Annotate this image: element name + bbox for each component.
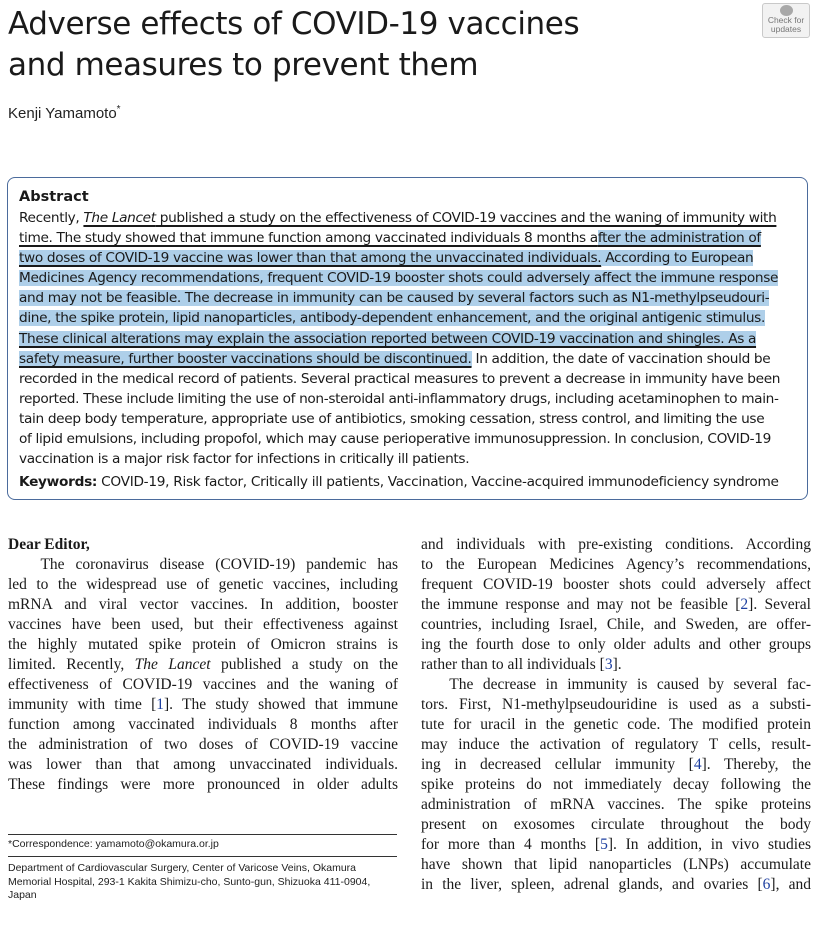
text-run: rather than to all individuals [ [421,656,605,673]
abstract-line [19,389,796,409]
body-line [421,715,811,735]
abstract-line [19,228,796,248]
text-run: may induce the activation of regulatory T cells, result- [421,736,811,753]
body-line [421,775,811,795]
text-run: time. The study showed that immune function among vaccinated individuals 8 months a [19,230,598,247]
text-run: vaccination is a major risk factor for infections in critically ill patients. [19,451,470,468]
title-line: and measures to prevent them [8,47,479,83]
body-line [8,635,398,655]
text-run: The Lancet [83,210,156,226]
abstract-body [19,208,796,469]
citation-link[interactable]: 1 [156,696,164,713]
text-run: spike proteins do not immediately decay following the [421,776,811,793]
text-run: Recently, [19,210,84,226]
body-line [421,555,811,575]
text-run: function among vaccinated individuals 8 months after [8,716,398,733]
body-line [421,875,811,895]
text-run: ing the fourth dose to only older adults and other groups [421,636,811,653]
body-line [421,695,811,715]
text-run: countries, including Israel, Chile, and Sweden, are offer- [421,616,811,633]
body-line [8,675,398,695]
badge-text-line2: updates [770,24,802,34]
text-run: Medicines Agency recommendations, frequent COVID-19 booster shots could adversely affect the immune response [19,270,779,287]
affiliation-line: Memorial Hospital, 293-1 Kakita Shimizu-cho, Sunto-gun, Shizuoka 411-0904, [8,875,371,888]
body-line [421,835,811,855]
text-run: have shown that lipid nanoparticles (LNPs) accumulate [421,856,811,873]
text-run: ], and [770,876,811,893]
body-line [8,735,398,755]
text-run: ]. Several [748,596,811,613]
body-line [421,535,811,555]
salutation [8,535,398,555]
citation-link[interactable]: 4 [693,756,702,773]
text-run: and individuals with pre-existing conditions. According [421,536,811,553]
abstract-line [19,449,796,469]
badge-text-line1: Check for [767,15,805,25]
body-line [8,575,398,595]
text-run: ]. In addition, in vivo studies [607,836,811,853]
text-run: to the European Medicines Agency’s recommendations, [421,556,811,573]
citation-link[interactable]: 2 [740,596,749,613]
text-run: According to European [601,250,754,267]
text-run: recorded in the medical record of patients. Several practical measures to prevent a decrease in immunity have been [19,370,781,387]
abstract-line [19,369,796,389]
body-column-left [8,535,398,795]
body-line [8,615,398,635]
body-line [421,655,811,675]
body-line [421,595,811,615]
affiliation-line: Department of Cardiovascular Surgery, Center of Varicose Veins, Okamura [8,862,357,874]
abstract-box [7,177,808,500]
title-line: Adverse effects of COVID-19 vaccines [8,6,580,42]
citation-link[interactable]: 5 [600,836,608,853]
body-line [421,795,811,815]
text-run: and may not be feasible. The decrease in immunity can be caused by several factors such as N1-methylpseudouri- [19,290,770,307]
text-run: ]. The study showed that immune [164,696,398,713]
abstract-line [19,208,796,228]
text-run: tute for uracil in the genetic code. The modified protein [421,716,811,733]
citation-link[interactable]: 6 [762,876,771,893]
abstract-line [19,308,796,328]
body-line [8,695,398,715]
text-run: led to the widespread use of genetic vaccines, including [8,576,398,593]
body-line [421,815,811,835]
author-name-text: Kenji Yamamoto [8,105,117,122]
text-run: limited. Recently, [8,656,135,673]
abstract-line [19,409,796,429]
author-mark: * [116,104,121,115]
keywords-text: COVID-19, Risk factor, Critically ill patients, Vaccination, Vaccine-acquired immunodeficiency syndrome [101,474,779,491]
body-line [421,635,811,655]
footnote-divider [8,834,397,835]
body-line [421,575,811,595]
text-run: tors. First, N1-methylpseudouridine is used as a substi- [421,696,811,713]
body-line [421,735,811,755]
affiliation [8,862,400,903]
check-for-updates-button[interactable] [762,3,810,38]
abstract-line [19,288,796,308]
author-name[interactable] [8,104,121,122]
text-run: present on exosomes circulate throughout the body [421,816,811,833]
text-run: of lipid emulsions, including propofol, which may cause perioperative immunosuppression. In conclusion, COVID-19 [19,431,771,448]
body-line [8,715,398,735]
text-run: in the liver, spleen, adrenal glands, and ovaries [ [421,876,763,893]
text-run: ]. [612,656,622,673]
text-run: The coronavirus disease (COVID-19) pandemic has [8,556,398,573]
text-run: immunity with time [ [8,696,157,713]
affiliation-line: Japan [8,889,37,901]
text-run: fter the administration of [597,230,761,247]
keywords-label: Keywords: [19,474,98,491]
body-line [8,655,398,675]
correspondence-note[interactable]: *Correspondence: yamamoto@okamura.or.jp [8,838,219,850]
text-run: frequent COVID-19 booster shots could adversely affect [421,576,811,593]
abstract-line [19,429,796,449]
text-run: The decrease in immunity is caused by several fac- [421,676,811,693]
text-run: for more than 4 months [ [421,836,601,853]
text-run: was lower than that among unvaccinated individuals. [8,756,398,773]
text-run: ]. Thereby, the [701,756,812,773]
text-run: tain deep body temperature, appropriate use of antibiotics, smoking cessation, stress control, and limiting the use [19,410,765,427]
text-run: the highly mutated spike protein of Omicron strains is [8,636,398,653]
body-line [8,595,398,615]
text-run: Dear Editor, [8,536,90,553]
citation-link[interactable]: 3 [604,656,613,673]
text-run: These clinical alterations may explain the association reported between COVID-19 vaccination and shingles. As a [19,330,757,347]
text-run: published a study on the [210,656,398,673]
keywords [19,474,796,490]
body-line [421,675,811,695]
body-line [421,855,811,875]
text-run: administration of mRNA vaccines. The spike proteins [421,796,811,813]
body-line [421,755,811,775]
text-run: reported. These include limiting the use of non-steroidal anti-inflammatory drugs, including acetaminophen to main- [19,390,779,407]
abstract-line [19,268,796,288]
text-run: dine, the spike protein, lipid nanoparticles, antibody-dependent enhancement, and the original antigenic stimulus. [19,310,765,327]
text-run: mRNA and viral vector vaccines. In addition, booster [8,596,398,613]
text-run: the immune response and may not be feasible [ [421,596,741,613]
text-run: These findings were more pronounced in older adults [8,776,398,793]
body-line [8,555,398,575]
abstract-heading: Abstract [19,189,89,205]
text-run: two doses of COVID-19 vaccine was lower than that among the unvaccinated individuals. [19,250,602,267]
body-line [8,755,398,775]
article-title [8,4,728,86]
text-run: The Lancet [134,656,211,673]
text-run: safety measure, further booster vaccinations should be discontinued. [19,350,472,367]
text-run: ing in decreased cellular immunity [ [421,756,694,773]
body-column-right [421,535,811,895]
text-run: vaccines have been used, but their effectiveness against [8,616,398,633]
abstract-line [19,349,796,369]
footnote-divider [8,856,397,857]
text-run: effectiveness of COVID-19 vaccines and the waning of [8,676,398,693]
abstract-line [19,329,796,349]
abstract-line [19,248,796,268]
body-line [8,775,398,795]
text-run: published a study on the effectiveness of COVID-19 vaccines and the waning of immunity with [155,210,777,226]
text-run: In addition, the date of vaccination should be [471,350,771,367]
body-line [421,615,811,635]
text-run: the administration of two doses of COVID-19 vaccine [8,736,398,753]
